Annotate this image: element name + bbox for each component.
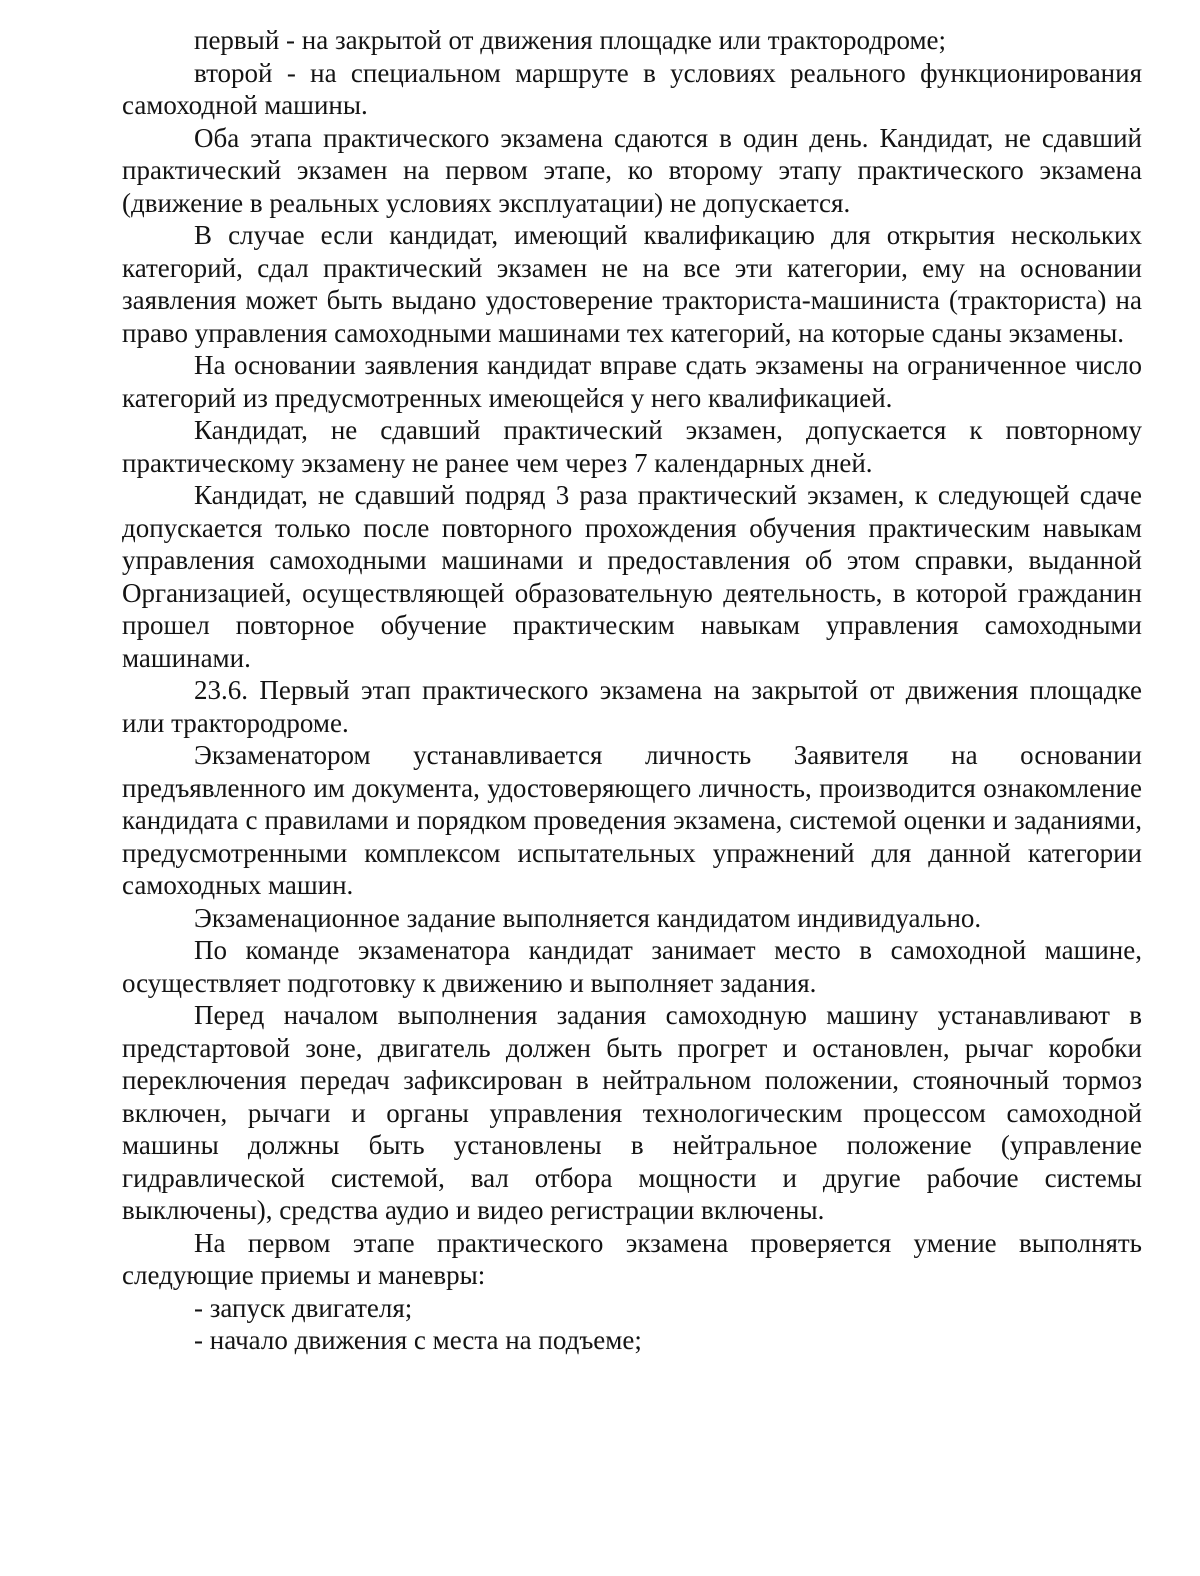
paragraph-multiple-categories: В случае если кандидат, имеющий квалификацию для открытия нескольких категорий, сдал практический экзамен не на все эти категории, ему на основании заявления может быть выдано удостоверение тракториста-машиниста (тракториста) на право управления самоходными машинами тех категорий, на которые сданы экзамены. [122,220,1142,348]
paragraph-same-day: Оба этапа практического экзамена сдаются в один день. Кандидат, не сдавший практический экзамен на первом этапе, ко второму этапу практического экзамена (движение в реальных условиях эксплуатации) не допускается. [122,122,1142,218]
document-page [122,24,1142,1357]
list-item-engine-start: - запуск двигателя; [194,1292,413,1323]
section-heading-23-6: 23.6. Первый этап практического экзамена на закрытой от движения площадке или трактородроме. [122,675,1142,738]
paragraph-maneuvers-intro: На первом этапе практического экзамена проверяется умение выполнять следующие приемы и маневры: [122,1227,1142,1290]
paragraph-stage-two: второй - на специальном маршруте в условиях реального функционирования самоходной машины. [122,57,1142,120]
paragraph-three-failures: Кандидат, не сдавший подряд 3 раза практический экзамен, к следующей сдаче допускается только после повторного прохождения обучения практическим навыкам управления самоходными машинами и предоставления об этом справки, выданной Организацией, осуществляющей образовательную деятельность, в которой гражданин прошел повторное обучение практическим навыкам управления самоходными машинами. [122,480,1142,673]
paragraph-stage-one: первый - на закрытой от движения площадке или трактородроме; [194,25,947,55]
paragraph-identity-check: Экзаменатором устанавливается личность Заявителя на основании предъявленного им документа, удостоверяющего личность, производится ознакомление кандидата с правилами и порядком проведения экзамена, системой оценки и заданиями, предусмотренными комплексом испытательных упражнений для данной категории самоходных машин. [122,740,1142,900]
paragraph-examiner-command: По команде экзаменатора кандидат занимает место в самоходной машине, осуществляет подготовку к движению и выполняет задания. [122,935,1142,998]
paragraph-retake-interval: Кандидат, не сдавший практический экзамен, допускается к повторному практическому экзамену не ранее чем через 7 календарных дней. [122,415,1142,478]
list-item-hill-start: - начало движения с места на подъеме; [194,1325,642,1355]
paragraph-starting-position: Перед началом выполнения задания самоходную машину устанавливают в предстартовой зоне, двигатель должен быть прогрет и остановлен, рычаг коробки переключения передач зафиксирован в нейтральном положении, стояночный тормоз включен, рычаги и органы управления технологическим процессом самоходной машины должны быть установлены в нейтральное положение (управление гидравлической системой, вал отбора мощности и другие рабочие системы выключены), средства аудио и видео регистрации включены. [122,1000,1142,1225]
paragraph-limited-categories: На основании заявления кандидат вправе сдать экзамены на ограниченное число категорий из предусмотренных имеющейся у него квалификацией. [122,350,1142,413]
paragraph-individual-task: Экзаменационное задание выполняется кандидатом индивидуально. [194,902,982,933]
